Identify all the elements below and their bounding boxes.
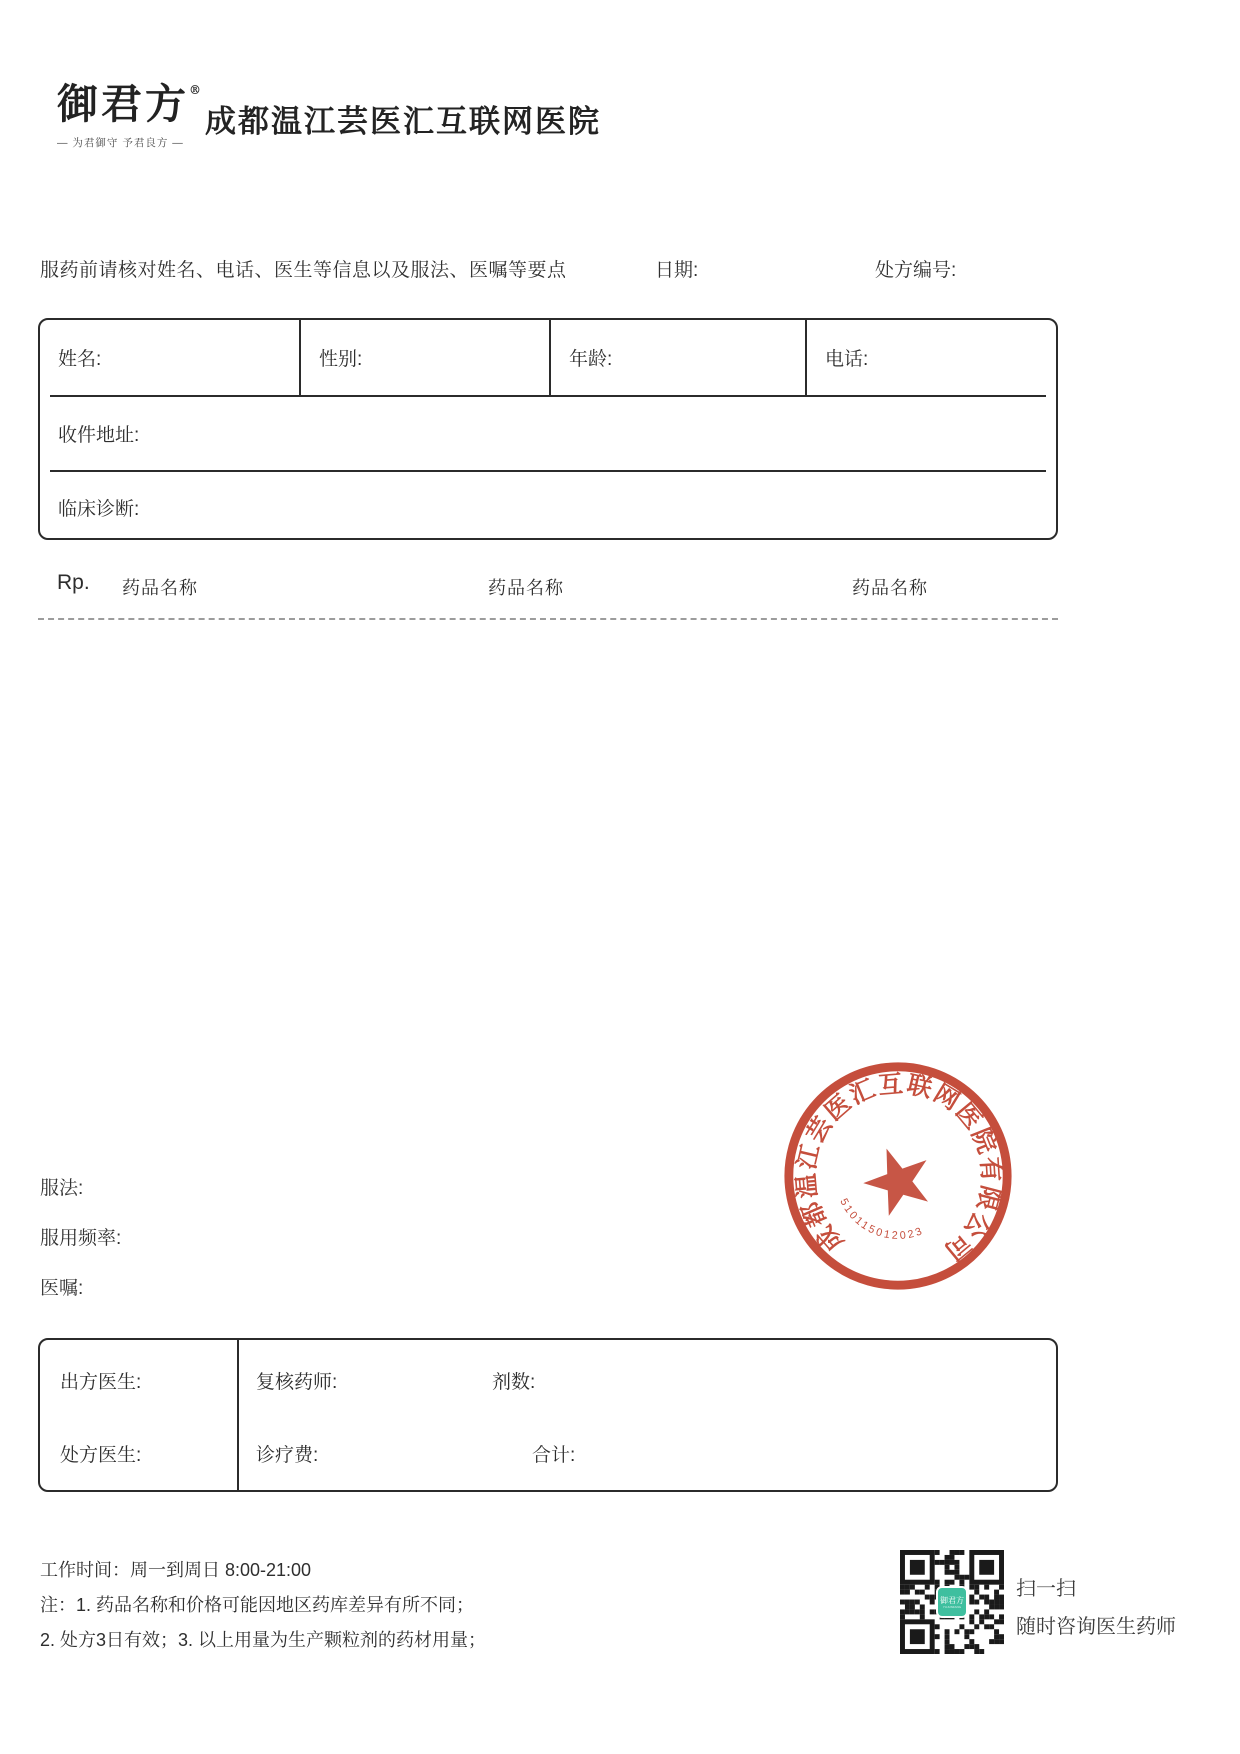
date-label: 日期: (655, 260, 699, 281)
drug-column-header: 药品名称 (852, 578, 928, 598)
scan-hint-title: 扫一扫 (1016, 1578, 1076, 1600)
issuing-doctor-label: 出方医生: (60, 1372, 142, 1393)
star-icon (855, 1137, 940, 1220)
patient-info-box (38, 318, 1058, 540)
registered-mark-icon: ® (189, 83, 204, 97)
review-pharmacist-label: 复核药师: (256, 1372, 338, 1393)
rp-label: Rp. (57, 571, 90, 594)
patient-row-basic (40, 320, 1056, 395)
page-title: 成都温江芸医汇互联网医院 (205, 104, 601, 139)
phone-field-label: 电话: (805, 320, 1056, 395)
address-field-label: 收件地址: (58, 425, 140, 446)
brand-tagline: — 为君御守 予君良方 — (57, 137, 184, 149)
work-hours-text: 工作时间：周一到周日 8:00-21:00 (40, 1560, 312, 1580)
total-label: 合计: (532, 1445, 576, 1466)
brand-logo (57, 80, 207, 150)
note-line-1: 注：1. 药品名称和价格可能因地区药库差异有所不同； (40, 1595, 475, 1615)
brand-name: 御君方® (57, 80, 204, 128)
qr-code (900, 1550, 1004, 1654)
age-field-label: 年龄: (549, 320, 805, 395)
dose-count-label: 剂数: (492, 1372, 536, 1393)
drug-column-header: 药品名称 (122, 578, 198, 598)
name-field-label: 姓名: (58, 349, 102, 370)
frequency-label: 服用频率: (40, 1228, 122, 1249)
qr-center-logo: 御君方 YUJUNFANG (936, 1586, 968, 1618)
rx-number-label: 处方编号: (875, 260, 957, 281)
advice-label: 医嘱: (40, 1278, 84, 1299)
note-line-2: 2. 处方3日有效；3. 以上用量为生产颗粒剂的药材用量； (40, 1630, 487, 1650)
prescribing-doctor-label: 处方医生: (60, 1445, 142, 1466)
stamp-serial-number: 510115012023 (837, 1196, 926, 1242)
consult-fee-label: 诊疗费: (256, 1445, 319, 1466)
hospital-stamp (780, 1058, 1016, 1294)
signature-box (38, 1338, 1058, 1492)
divider (237, 1340, 239, 1490)
drug-column-header: 药品名称 (488, 578, 564, 598)
stamp-company-text: 成都温江芸医汇互联网医院有限公司 (792, 1070, 1005, 1266)
dashed-separator (38, 618, 1058, 620)
svg-text:510115012023 (837, 1189, 926, 1248)
gender-field-label: 性别: (299, 320, 549, 395)
scan-hint-subtitle: 随时咨询医生药师 (1016, 1616, 1176, 1638)
diagnosis-field-label: 临床诊断: (58, 498, 140, 520)
usage-label: 服法: (40, 1178, 84, 1199)
notice-text: 服药前请核对姓名、电话、医生等信息以及服法、医嘱等要点 (40, 260, 567, 281)
